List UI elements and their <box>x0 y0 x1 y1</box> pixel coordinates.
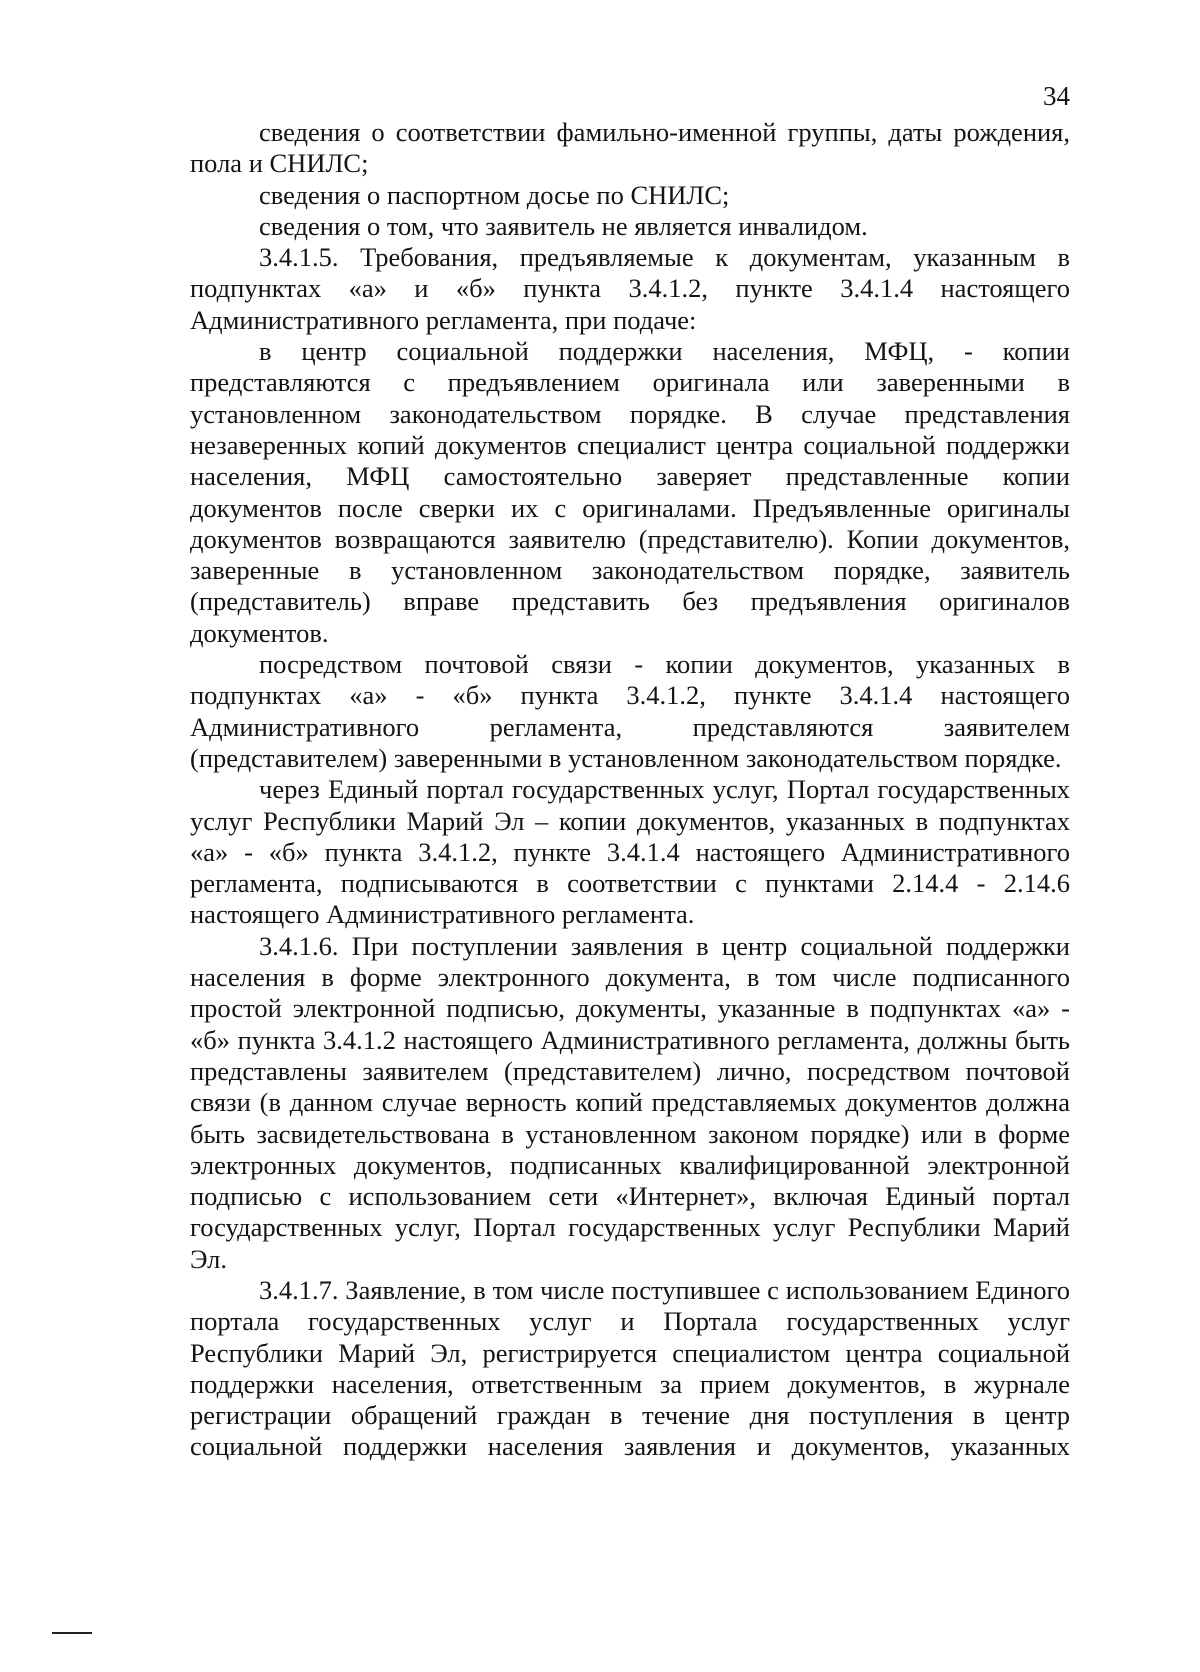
paragraph-postal: посредством почтовой связи - копии документов, указанных в подпунктах «а» - «б» пункта 3.4.1.2, пункте 3.4.1.4 настоящего Административного регламента, представляются заявителем (представителем) заверенными в установленном законодательством порядке. <box>190 649 1070 773</box>
paragraph-social-center-mfc: в центр социальной поддержки населения, МФЦ, - копии представляются с предъявлением оригинала или заверенными в установленном законодательством порядке. В случае представления незаверенных копий документов специалист центра социальной поддержки населения, МФЦ самостоятельно заверяет представленные копии документов после сверки их с оригиналами. Предъявленные оригиналы документов возвращаются заявителю (представителю). Копии документов, заверенные в установленном законодательством порядке, заявитель (представитель) вправе представить без предъявления оригиналов документов. <box>190 336 1070 648</box>
page-number: 34 <box>1043 81 1070 111</box>
document-body <box>190 117 1070 1463</box>
paragraph-3-4-1-5: 3.4.1.5. Требования, предъявляемые к документам, указанным в подпунктах «а» и «б» пункта 3.4.1.2, пункте 3.4.1.4 настоящего Административного регламента, при подаче: <box>190 242 1070 335</box>
footer-dash <box>52 1632 92 1634</box>
paragraph-not-disabled: сведения о том, что заявитель не является инвалидом. <box>259 210 868 241</box>
paragraph-3-4-1-7: 3.4.1.7. Заявление, в том числе поступившее с использованием Единого портала государственных услуг и Портала государственных услуг Республики Марий Эл, регистрируется специалистом центра социальной поддержки населения, ответственным за прием документов, в журнале регистрации обращений граждан в течение дня поступления в центр социальной поддержки населения заявления и документов, указанных <box>190 1274 1070 1462</box>
paragraph-passport-dossier: сведения о паспортном досье по СНИЛС; <box>259 179 730 210</box>
paragraph-unified-portal: через Единый портал государственных услуг, Портал государственных услуг Республики Марий Эл – копии документов, указанных в подпунктах «а» - «б» пункта 3.4.1.2, пункте 3.4.1.4 настоящего Административного регламента, подписываются в соответствии с пунктами 2.14.4 - 2.14.6 настоящего Административного регламента. <box>190 774 1070 930</box>
paragraph-snils-match: сведения о соответствии фамильно-именной группы, даты рождения, пола и СНИЛС; <box>190 117 1070 179</box>
paragraph-3-4-1-6: 3.4.1.6. При поступлении заявления в центр социальной поддержки населения в форме электронного документа, в том числе подписанного простой электронной подписью, документы, указанные в подпунктах «а» - «б» пункта 3.4.1.2 настоящего Административного регламента, должны быть представлены заявителем (представителем) лично, посредством почтовой связи (в данном случае верность копий представляемых документов должна быть засвидетельствована в установленном законом порядке) или в форме электронных документов, подписанных квалифицированной электронной подписью с использованием сети «Интернет», включая Единый портал государственных услуг, Портал государственных услуг Республики Марий Эл. <box>190 930 1070 1274</box>
